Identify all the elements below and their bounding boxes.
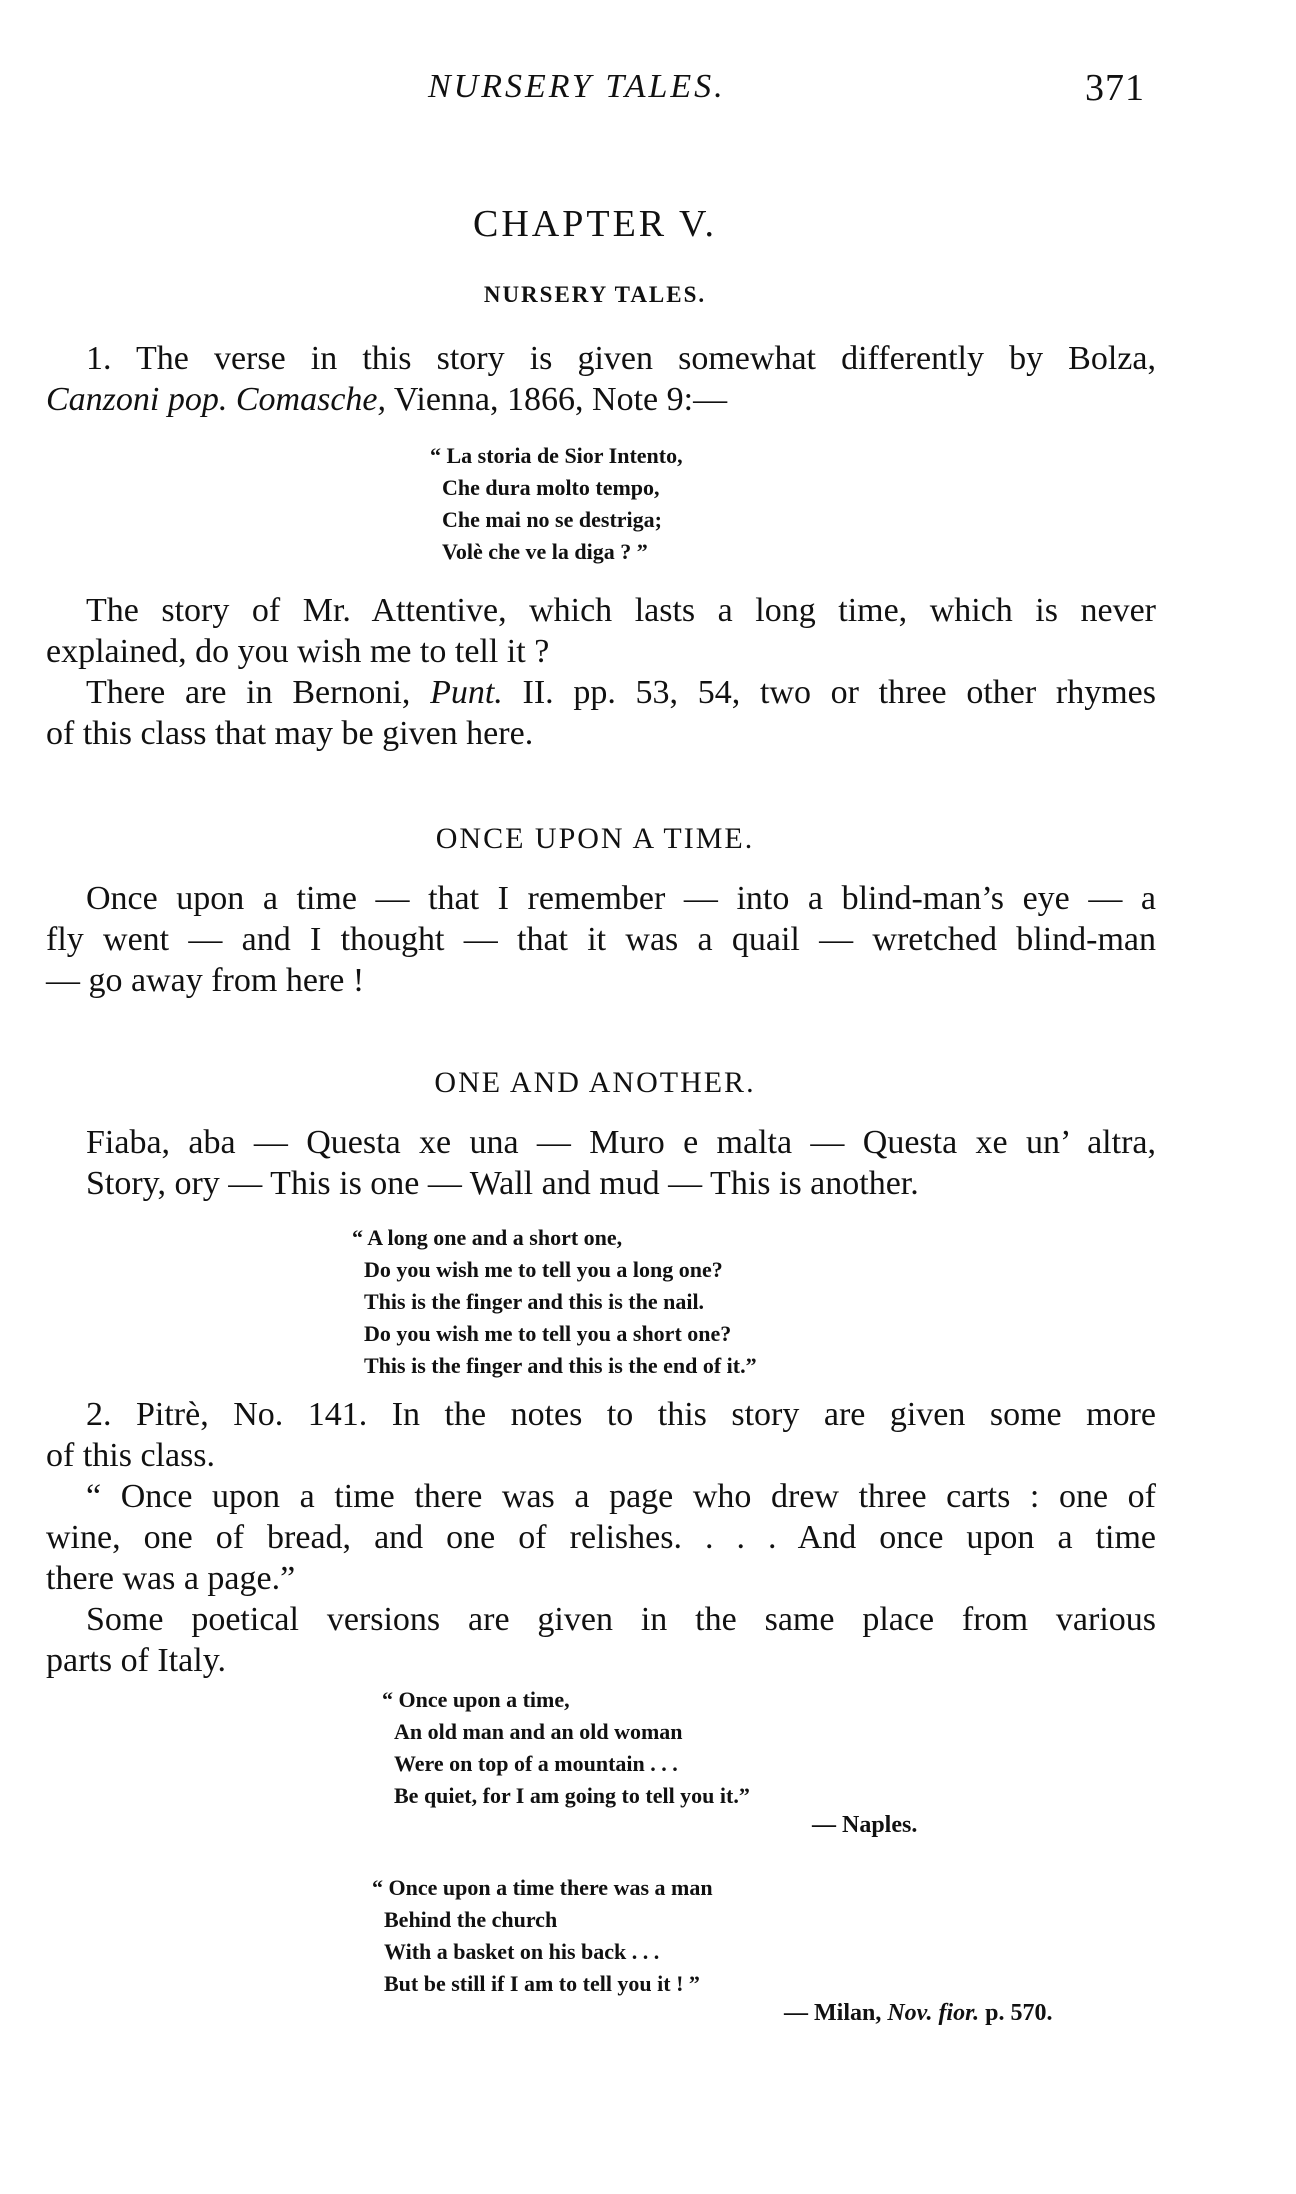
translation-line-2: explained, do you wish me to tell it ?	[46, 633, 550, 670]
verse-line: But be still if I am to tell you it ! ”	[384, 1971, 700, 1996]
note-1-intro	[46, 338, 1156, 420]
running-head-title: NURSERY TALES.	[428, 68, 726, 105]
page-quote-line-1: “ Once upon a time there was a page who drew three carts : one of	[86, 1478, 1156, 1515]
note-1-translation	[46, 590, 1156, 754]
once-upon-line-2: fly went — and I thought — that it was a quail — wretched blind-man	[46, 921, 1156, 958]
verse-line: Che dura molto tempo,	[442, 475, 660, 500]
poetical-line-1: Some poetical versions are given in the same place from various	[86, 1601, 1156, 1638]
bernoni-line-2: of this class that may be given here.	[46, 715, 534, 752]
verse-line: Were on top of a mountain . . .	[394, 1751, 678, 1776]
verse-naples	[382, 1684, 750, 1812]
note-1-line-2	[46, 379, 1156, 420]
note-2-line-2: of this class.	[46, 1437, 216, 1474]
verse-line: This is the finger and this is the nail.	[364, 1289, 705, 1314]
verse-line: Do you wish me to tell you a short one?	[364, 1321, 732, 1346]
verse-line: Che mai no se destriga;	[442, 507, 662, 532]
page-quote-line-2: wine, one of bread, and one of relishes. . . . And once upon a time	[46, 1519, 1156, 1556]
story-line: Story, ory — This is one — Wall and mud — This is another.	[86, 1165, 919, 1202]
once-upon-a-time-text	[46, 878, 1156, 1001]
note-2-line-1: 2. Pitrè, No. 141. In the notes to this story are given some more	[86, 1396, 1156, 1433]
verse-line: “ Once upon a time there was a man	[372, 1875, 713, 1900]
once-upon-line-1: Once upon a time — that I remember — into a blind-man’s eye — a	[86, 880, 1156, 917]
bernoni-source-title: Punt.	[430, 674, 503, 711]
one-and-another-text	[46, 1122, 1156, 1204]
note-1-line-1: 1. The verse in this story is given somewhat differently by Bolza,	[86, 340, 1156, 377]
heading-one-and-another: ONE AND ANOTHER.	[434, 1066, 756, 1099]
verse-line: Volè che ve la diga ? ”	[442, 539, 648, 564]
verse-line: Be quiet, for I am going to tell you it.”	[394, 1783, 750, 1808]
once-upon-line-3: — go away from here !	[46, 962, 365, 999]
note-1-source-title: Canzoni pop. Comasche,	[46, 381, 386, 418]
translation-line-1: The story of Mr. Attentive, which lasts a long time, which is never	[86, 592, 1156, 629]
verse-line: “ Once upon a time,	[382, 1687, 570, 1712]
note-1-source-rest: Vienna, 1866, Note 9:—	[386, 381, 728, 418]
poetical-line-2: parts of Italy.	[46, 1642, 227, 1679]
milan-source-title: Nov. fior.	[887, 2000, 980, 2026]
verse-line: With a basket on his back . . .	[384, 1939, 660, 1964]
note-2-text	[46, 1394, 1156, 1681]
bernoni-line-1: There are in Bernoni, Punt. II. pp. 53, 54, two or three other rhymes	[86, 674, 1156, 711]
verse-long-short	[352, 1222, 757, 1382]
fiaba-line: Fiaba, aba — Questa xe una — Muro e malta — Questa xe un’ altra,	[86, 1124, 1156, 1161]
verse-line: “ La storia de Sior Intento,	[430, 443, 683, 468]
verse-line: Do you wish me to tell you a long one?	[364, 1257, 723, 1282]
page-quote-line-3: there was a page.”	[46, 1560, 296, 1597]
verse-sior-intento	[430, 440, 683, 568]
heading-once-upon-a-time: ONCE UPON A TIME.	[435, 822, 755, 855]
attribution-naples: — Naples.	[812, 1812, 918, 1838]
verse-line: This is the finger and this is the end of it.”	[364, 1353, 757, 1378]
attribution-milan: — Milan, Nov. fior. p. 570.	[784, 2000, 1053, 2026]
verse-line: Behind the church	[384, 1907, 558, 1932]
verse-milan	[372, 1872, 713, 2000]
page-number: 371	[1085, 67, 1145, 109]
verse-line: An old man and an old woman	[394, 1719, 683, 1744]
verse-line: “ A long one and a short one,	[352, 1225, 623, 1250]
chapter-subtitle: NURSERY TALES.	[483, 282, 707, 307]
chapter-title: CHAPTER V.	[473, 203, 717, 245]
running-head	[0, 68, 1296, 118]
